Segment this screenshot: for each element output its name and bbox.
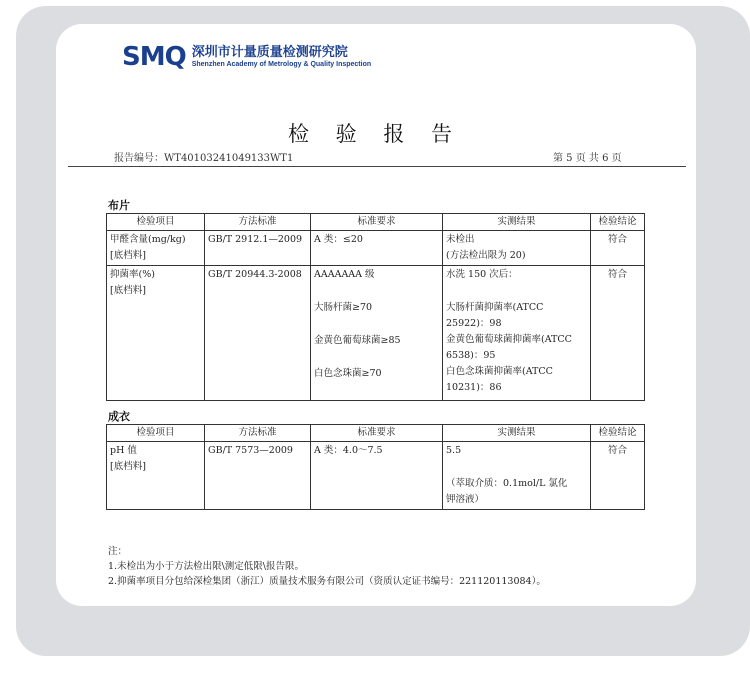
table-row [107,442,645,510]
requirement-spacer [314,382,439,399]
result-spacer [446,459,587,476]
requirement-line: AAAAAAA 级 [314,269,375,280]
table-header-row [107,425,645,442]
header-divider [68,166,686,167]
org-name-en: Shenzhen Academy of Metrology & Quality Inspection [191,61,372,68]
col-header-method: 方法标准 [205,425,311,442]
result-line: 25922)：98 [446,318,502,329]
result-line: 大肠杆菌抑菌率(ATCC [446,302,544,313]
result-line: 未检出 [446,234,475,245]
result-line: 白色念珠菌抑菌率(ATCC [446,366,553,377]
report-notes [108,544,546,589]
page-number: 第 5 页 共 6 页 [553,153,622,164]
org-logo [122,40,371,74]
cell-requirement [311,231,443,266]
cell-method: GB/T 7573—2009 [205,442,311,510]
cell-conclusion: 符合 [591,266,645,401]
table-header-row [107,214,645,231]
col-header-item: 检验项目 [107,214,205,231]
note-item: 2.抑菌率项目分包给深检集团（浙江）质量技术服务有限公司（资质认定证书编号：221120113084）。 [108,576,546,587]
result-line: 水洗 150 次后： [446,269,518,280]
col-header-conclusion: 检验结论 [591,214,645,231]
cell-conclusion: 符合 [591,231,645,266]
cell-conclusion: 符合 [591,442,645,510]
note-item: 1.未检出为小于方法检出限\测定低限\报告限。 [108,561,304,572]
result-spacer [446,283,587,300]
item-sample: [底档料] [110,250,146,261]
cell-result [443,266,591,401]
item-sample: [底档料] [110,285,146,296]
item-name: 甲醛含量(mg/kg) [110,234,186,245]
cell-result [443,231,591,266]
table-row [107,266,645,401]
cell-item [107,442,205,510]
cell-method: GB/T 2912.1—2009 [205,231,311,266]
result-line: 金黄色葡萄球菌抑菌率(ATCC [446,334,572,345]
cell-item [107,266,205,401]
result-line: 6538)：95 [446,350,496,361]
requirement-line: A 类：4.0～7.5 [314,445,383,456]
requirement-spacer [314,283,439,300]
col-header-conclusion: 检验结论 [591,425,645,442]
garment-results-table [106,424,645,510]
report-title: 检 验 报 告 [287,122,463,146]
requirement-line: A 类：≤20 [314,234,363,245]
section-title-garment: 成衣 [108,410,130,423]
section-title-fabric: 布片 [108,199,130,212]
requirement-line: 白色念珠菌≥70 [314,368,382,379]
fabric-results-table [106,213,645,401]
result-line: （萃取介质：0.1mol/L 氯化 [446,478,568,489]
col-header-result: 实测结果 [443,214,591,231]
cell-requirement [311,442,443,510]
result-line: 10231)：86 [446,382,502,393]
org-name-cn: 深圳市计量质量检测研究院 [191,45,348,60]
report-number: 报告编号：WT40103241049133WT1 [114,153,294,164]
cell-method: GB/T 20944.3-2008 [205,266,311,401]
requirement-line: 大肠杆菌≥70 [314,302,373,313]
result-line: (方法检出限为 20) [446,250,526,261]
item-name: pH 值 [110,445,137,456]
item-sample: [底档料] [110,461,146,472]
requirement-spacer [314,349,439,366]
item-name: 抑菌率(%) [110,269,155,280]
col-header-requirement: 标准要求 [311,425,443,442]
result-line: 5.5 [446,445,462,456]
org-name [192,45,371,69]
smq-logo-mark: SMQ [122,42,186,72]
col-header-item: 检验项目 [107,425,205,442]
requirement-spacer [314,316,439,333]
cell-requirement [311,266,443,401]
col-header-result: 实测结果 [443,425,591,442]
notes-label: 注： [108,546,128,557]
requirement-line: 金黄色葡萄球菌≥85 [314,335,401,346]
col-header-requirement: 标准要求 [311,214,443,231]
table-row [107,231,645,266]
result-line: 钾溶液） [446,494,485,505]
cell-result [443,442,591,510]
cell-item [107,231,205,266]
col-header-method: 方法标准 [205,214,311,231]
